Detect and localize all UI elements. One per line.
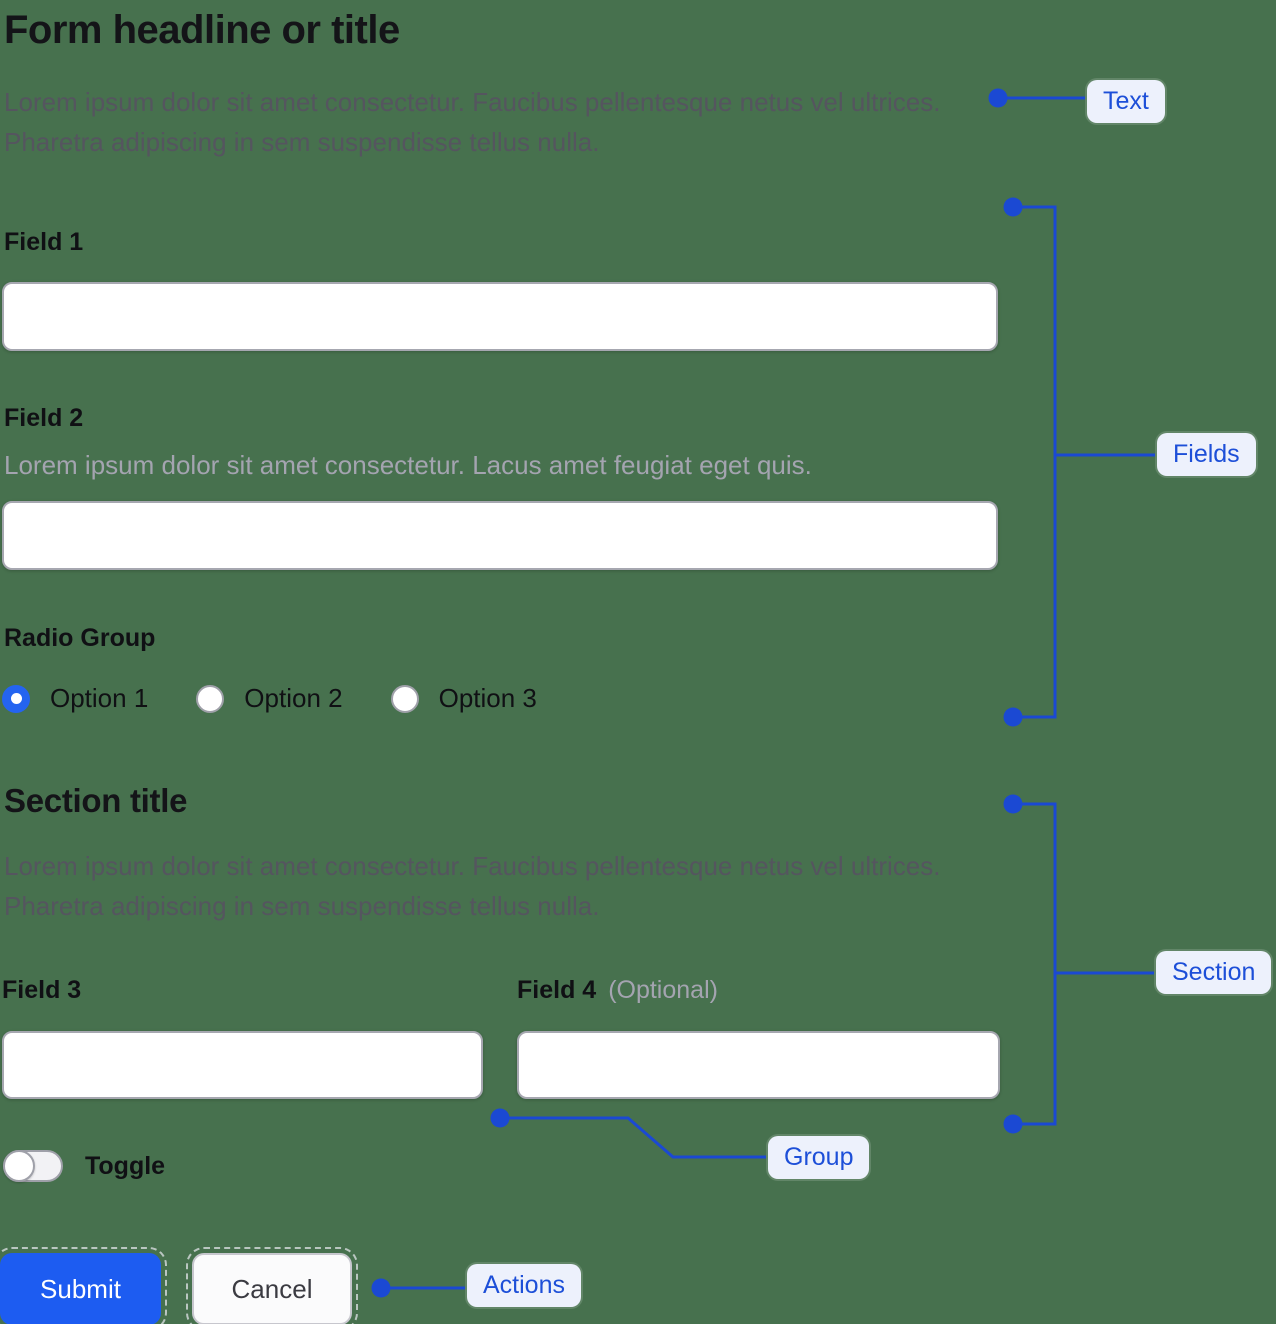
- toggle-row: [3, 1150, 165, 1182]
- intro-text: Lorem ipsum dolor sit amet consectetur. Faucibus pellentesque netus vel ultrices. Pharetra adipiscing in sem suspendisse tellus nulla.: [4, 87, 941, 157]
- field4-group: [517, 976, 1000, 1099]
- fields-annotation-label: Fields: [1157, 433, 1256, 476]
- section-title: Section title: [4, 782, 188, 819]
- section-bracket-bottom-dot: [1004, 1115, 1023, 1134]
- toggle-knob[interactable]: [3, 1150, 35, 1182]
- field2-input[interactable]: [2, 501, 998, 570]
- field2-helper-text: Lorem ipsum dolor sit amet consectetur. Lacus amet feugiat eget quis.: [4, 450, 812, 480]
- group-annotation-line: [500, 1118, 766, 1157]
- radio-button-icon[interactable]: [2, 685, 30, 713]
- toggle-switch[interactable]: [3, 1150, 63, 1182]
- section-annotation-label: Section: [1156, 951, 1271, 994]
- field3-label: Field 3: [2, 976, 82, 1004]
- radio-group-label: Radio Group: [4, 624, 156, 652]
- field4-input[interactable]: [517, 1031, 1000, 1099]
- radio-button-icon[interactable]: [196, 685, 224, 713]
- fields-bracket-bottom-dot: [1004, 708, 1023, 727]
- field3-input[interactable]: [2, 1031, 483, 1099]
- fields-bracket-line: [1013, 207, 1055, 717]
- text-annotation-label: Text: [1087, 80, 1165, 123]
- field4-label: Field 4: [517, 976, 597, 1004]
- radio-group: [2, 683, 537, 714]
- field4-optional-hint: (Optional): [608, 976, 718, 1004]
- radio-option-1[interactable]: [2, 683, 148, 714]
- radio-option-2[interactable]: [196, 683, 342, 714]
- field2-label: Field 2: [4, 404, 84, 432]
- radio-option-label: Option 2: [244, 683, 343, 713]
- radio-option-label: Option 3: [438, 683, 537, 713]
- fields-bracket-top-dot: [1004, 198, 1023, 217]
- group-annotation-dot: [491, 1109, 510, 1128]
- radio-option-3[interactable]: [391, 683, 537, 714]
- radio-option-label: Option 1: [50, 683, 149, 713]
- section-text: Lorem ipsum dolor sit amet consectetur. Faucibus pellentesque netus vel ultrices. Pharetra adipiscing in sem suspendisse tellus nulla.: [4, 851, 941, 921]
- group-annotation-label: Group: [768, 1136, 869, 1179]
- field3-group: [2, 976, 483, 1099]
- section-bracket-top-dot: [1004, 795, 1023, 814]
- page-title: Form headline or title: [4, 8, 400, 52]
- field1-input[interactable]: [2, 282, 998, 351]
- cancel-button[interactable]: Cancel: [192, 1253, 352, 1324]
- actions-annotation-label: Actions: [467, 1264, 581, 1307]
- submit-button[interactable]: Submit: [0, 1253, 161, 1324]
- section-bracket-line: [1013, 804, 1055, 1124]
- toggle-label: Toggle: [85, 1151, 166, 1180]
- radio-button-icon[interactable]: [391, 685, 419, 713]
- text-annotation-dot: [989, 89, 1008, 108]
- field1-label: Field 1: [4, 228, 84, 256]
- actions-annotation-dot: [372, 1279, 391, 1298]
